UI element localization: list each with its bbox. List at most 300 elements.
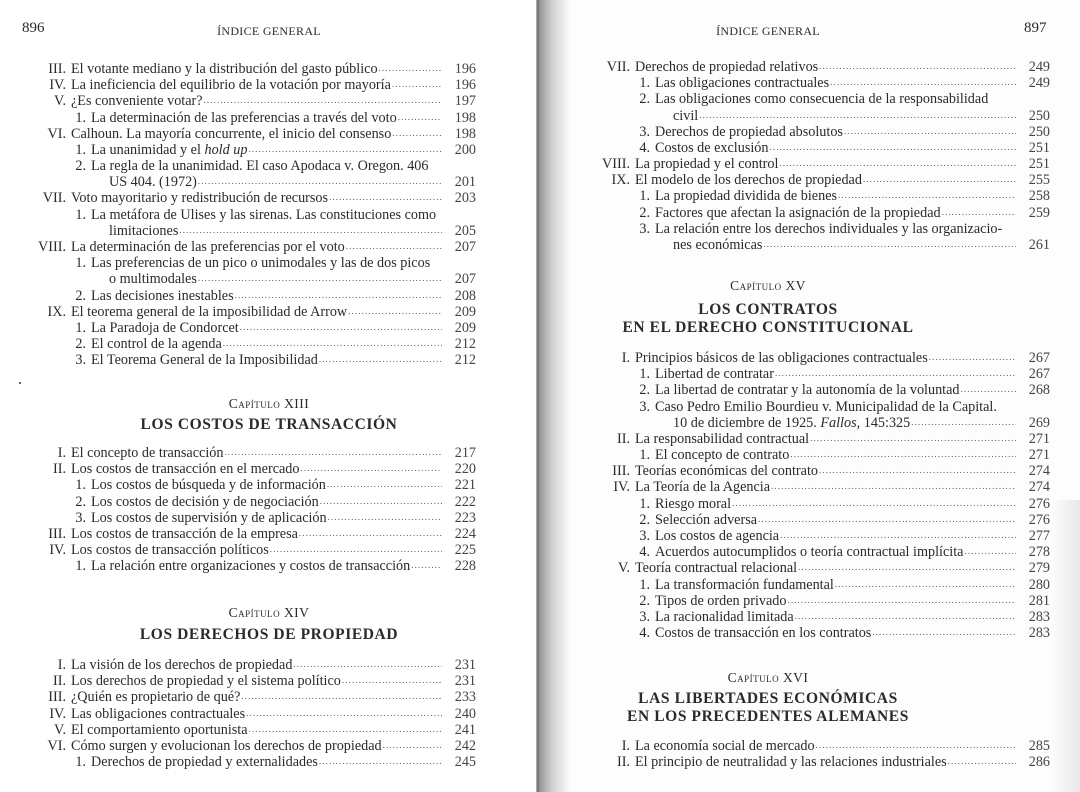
dot-leader (872, 625, 1016, 641)
toc-entry-page: 207 (454, 271, 476, 288)
toc-entry-title: La Teoría de la Agencia (635, 479, 771, 496)
toc-entry (16, 271, 476, 287)
toc-entry (16, 352, 476, 368)
toc-entry-title-wrap (71, 93, 442, 109)
toc-entry-page: 286 (1028, 754, 1050, 771)
toc-entry (16, 304, 476, 320)
dot-leader (699, 108, 1016, 124)
toc-entry (16, 738, 476, 754)
toc-entry (580, 431, 1050, 447)
toc-entry-number: IV. (49, 705, 66, 722)
toc-entry-title: La relación entre los derechos individuales y las organizacio- (655, 220, 1003, 237)
toc-entry (580, 108, 1050, 124)
toc-entry (16, 673, 476, 689)
toc-entry-page: 255 (1028, 172, 1050, 189)
toc-entry (580, 237, 1050, 253)
chapter-title-xv-line1: LOS CONTRATOS (698, 301, 838, 318)
toc-entry-title: El control de la agenda (91, 336, 222, 353)
toc-entry-title: ¿Es conveniente votar? (71, 93, 203, 110)
toc-entry-number: 4. (639, 625, 650, 642)
toc-entry-title-wrap (655, 382, 1016, 398)
toc-entry-title: Teoría contractual relacional (635, 560, 798, 577)
toc-entry-number: II. (617, 430, 630, 447)
toc-entry-title: Los costos de transacción en el mercado (71, 461, 300, 478)
toc-entry (580, 124, 1050, 140)
toc-entry-page: 222 (454, 493, 476, 510)
toc-entry-page: 197 (454, 93, 476, 110)
toc-entry-number: VIII. (602, 156, 630, 173)
chapter-label-xiii: Capítulo XIII (228, 396, 310, 411)
dot-leader (948, 754, 1016, 770)
chapter-label-xiv: Capítulo XIV (228, 605, 310, 620)
toc-entry-page: 285 (1028, 737, 1050, 754)
toc-entry-title-wrap (655, 447, 1016, 463)
toc-entry-page: 267 (1028, 366, 1050, 383)
toc-entry-page: 196 (454, 60, 476, 77)
toc-entry-page: 259 (1028, 204, 1050, 221)
toc-entry-title: El concepto de contrato (655, 447, 790, 464)
dot-leader (198, 271, 442, 287)
toc-block-chapter-xvi (580, 738, 1050, 770)
toc-entry-number: 2. (639, 511, 650, 528)
toc-entry-page: 240 (454, 705, 476, 722)
toc-entry-number: 4. (639, 139, 650, 156)
toc-entry-title-wrap (71, 706, 442, 722)
toc-entry-number: V. (54, 721, 66, 738)
toc-entry-page: 200 (454, 141, 476, 158)
toc-entry-number: 2. (639, 204, 650, 221)
toc-entry-number: 3. (639, 220, 650, 237)
toc-entry-title: Los costos de transacción de la empresa (71, 525, 298, 542)
toc-entry-title: Los costos de supervisión y de aplicación (91, 509, 327, 526)
toc-entry-title-wrap (655, 625, 1016, 641)
toc-entry-page: 283 (1028, 625, 1050, 642)
toc-entry-number: 3. (75, 509, 86, 526)
toc-entry-title: Derechos de propiedad y externalidades (91, 754, 318, 771)
toc-entry-title: La determinación de las preferencias a través del voto (91, 109, 397, 126)
toc-entry-number: IX. (47, 303, 66, 320)
toc-entry-title: Libertad de contratar (655, 366, 774, 383)
toc-entry-title-wrap (655, 140, 1016, 156)
dot-leader (246, 706, 442, 722)
toc-entry-title: Los costos de decisión y de negociación (91, 493, 319, 510)
toc-entry-page: 261 (1028, 237, 1050, 254)
toc-entry-title-wrap (91, 558, 442, 574)
toc-entry-number: II. (617, 754, 630, 771)
toc-entry-title: El comportamiento oportunista (71, 721, 248, 738)
toc-entry (580, 366, 1050, 382)
toc-entry-number: 1. (75, 319, 86, 336)
chapter-title-xiv: LOS DERECHOS DE PROPIEDAD (139, 626, 399, 643)
toc-entry-title: Las obligaciones como consecuencia de la responsabilidad (655, 91, 989, 108)
toc-entry-title-wrap (655, 496, 1016, 512)
toc-entry-title-wrap (71, 657, 442, 673)
dot-leader (835, 577, 1016, 593)
toc-entry-number: 2. (75, 158, 86, 175)
dot-leader (844, 124, 1016, 140)
toc-entry-page: 269 (1028, 414, 1050, 431)
toc-entry-title-wrap (655, 528, 1016, 544)
dot-leader (301, 461, 443, 477)
dot-leader (383, 738, 442, 754)
dot-leader (319, 754, 442, 770)
toc-entry-title-wrap (71, 526, 442, 542)
toc-entry-title-wrap (71, 542, 442, 558)
toc-entry-title: Costos de exclusión (655, 139, 769, 156)
toc-entry (580, 738, 1050, 754)
dot-leader (775, 366, 1016, 382)
toc-entry-title-wrap (91, 223, 442, 239)
toc-entry-title: La determinación de las preferencias por el voto (71, 239, 345, 256)
toc-entry-number: V. (54, 93, 66, 110)
toc-entry-title-wrap (71, 190, 442, 206)
toc-entry-title: Las obligaciones contractuales (655, 75, 830, 92)
toc-entry-number: 3. (639, 123, 650, 140)
chapter-title-xv-line2: EN EL DERECHO CONSTITUCIONAL (622, 319, 914, 336)
dot-leader (911, 415, 1016, 431)
toc-entry-title: Tipos de orden privado (655, 592, 787, 609)
page-number-right: 897 (1024, 20, 1047, 36)
dot-leader (348, 304, 442, 320)
toc-entry-title-wrap (655, 108, 1016, 124)
toc-entry-page: 242 (454, 737, 476, 754)
toc-entry-page: 267 (1028, 349, 1050, 366)
toc-entry-title-wrap (91, 255, 442, 271)
toc-entry-page: 205 (454, 222, 476, 239)
dot-leader (224, 445, 442, 461)
toc-entry-page: 209 (454, 319, 476, 336)
toc-entry-number: 2. (75, 287, 86, 304)
toc-entry-title: La unanimidad y el hold up (91, 141, 248, 158)
toc-entry (16, 255, 476, 271)
toc-entry-page: 241 (454, 721, 476, 738)
toc-entry-title: civil (673, 107, 699, 124)
dot-leader (398, 110, 442, 126)
toc-entry (580, 156, 1050, 172)
toc-entry-title-wrap (635, 754, 1016, 770)
toc-entry-number: 1. (75, 477, 86, 494)
toc-entry (16, 207, 476, 223)
toc-entry-title-wrap (655, 221, 1016, 237)
toc-entry-number: III. (612, 463, 630, 480)
toc-entry-title-wrap (635, 59, 1016, 75)
toc-entry-title: Derechos de propiedad absolutos (655, 123, 843, 140)
toc-entry-page: 201 (454, 174, 476, 191)
toc-entry (16, 142, 476, 158)
toc-entry (16, 526, 476, 542)
dot-leader (816, 738, 1016, 754)
toc-entry-page: 208 (454, 287, 476, 304)
toc-entry-number: IV. (49, 77, 66, 94)
toc-entry (580, 221, 1050, 237)
toc-entry-number: 4. (639, 544, 650, 561)
toc-entry (580, 625, 1050, 641)
dot-leader (320, 494, 442, 510)
toc-entry (16, 477, 476, 493)
dot-leader (198, 174, 442, 190)
toc-entry-page: 249 (1028, 58, 1050, 75)
dot-leader (319, 352, 442, 368)
toc-entry-title: La regla de la unanimidad. El caso Apodaca v. Oregon. 406 (91, 158, 429, 175)
toc-entry-page: 228 (454, 558, 476, 575)
toc-entry-title-wrap (91, 288, 442, 304)
toc-entry-number: 3. (639, 528, 650, 545)
toc-entry-title: La racionalidad limitada (655, 608, 794, 625)
toc-entry (16, 722, 476, 738)
toc-entry (16, 657, 476, 673)
toc-entry-title-wrap (71, 689, 442, 705)
toc-entry-title: La responsabilidad contractual (635, 430, 810, 447)
toc-entry-title-wrap (655, 593, 1016, 609)
toc-entry-title: Los derechos de propiedad y el sistema político (71, 673, 341, 690)
toc-entry-title: Principios básicos de las obligaciones contractuales (635, 349, 928, 366)
dot-leader (771, 479, 1016, 495)
toc-entry-number: I. (57, 444, 66, 461)
dot-leader (790, 447, 1016, 463)
running-title-left: ÍNDICE GENERAL (217, 24, 321, 38)
dot-leader (763, 237, 1016, 253)
toc-entry-title-wrap (91, 320, 442, 336)
toc-entry-title-wrap (91, 207, 442, 223)
toc-entry-page: 271 (1028, 447, 1050, 464)
toc-entry (580, 593, 1050, 609)
toc-entry (580, 140, 1050, 156)
dot-leader (929, 350, 1016, 366)
toc-entry (580, 528, 1050, 544)
right-page (538, 0, 1080, 792)
toc-entry-number: III. (48, 689, 66, 706)
toc-entry (580, 577, 1050, 593)
toc-entry-page: 277 (1028, 528, 1050, 545)
toc-entry-title-wrap (71, 61, 442, 77)
toc-entry-number: 3. (639, 608, 650, 625)
toc-entry (580, 754, 1050, 770)
toc-entry (16, 754, 476, 770)
toc-entry-title-wrap (635, 172, 1016, 188)
dot-leader (329, 190, 442, 206)
toc-entry-title-wrap (91, 174, 442, 190)
toc-entry (16, 689, 476, 705)
toc-entry-number: 2. (639, 382, 650, 399)
toc-entry-title-wrap (655, 544, 1016, 560)
toc-entry-title: Calhoun. La mayoría concurrente, el inicio del consenso (71, 125, 392, 142)
toc-entry-title: El Teorema General de la Imposibilidad (91, 352, 318, 369)
toc-entry-title-wrap (91, 510, 442, 526)
toc-entry (580, 91, 1050, 107)
toc-entry-title: Las preferencias de un pico o unimodales y las de dos picos (91, 255, 431, 272)
toc-entry (16, 77, 476, 93)
dot-leader (392, 77, 442, 93)
toc-entry-title: Riesgo moral (655, 495, 732, 512)
toc-entry-title: La propiedad dividida de bienes (655, 188, 838, 205)
toc-entry-page: 231 (454, 656, 476, 673)
toc-entry (580, 75, 1050, 91)
toc-entry-title: ¿Quién es propietario de qué? (71, 689, 241, 706)
toc-entry-number: IV. (49, 542, 66, 559)
toc-entry-page: 258 (1028, 188, 1050, 205)
toc-entry (16, 494, 476, 510)
toc-entry-number: 1. (75, 754, 86, 771)
toc-entry-page: 251 (1028, 139, 1050, 156)
toc-entry-title-wrap (71, 239, 442, 255)
toc-entry-number: 3. (639, 398, 650, 415)
toc-entry-title-wrap (91, 494, 442, 510)
toc-entry-number: VIII. (38, 239, 66, 256)
toc-entry-title-wrap (655, 75, 1016, 91)
dot-leader (758, 512, 1016, 528)
toc-block-chapter-xiii (16, 445, 476, 575)
toc-entry-title: Costos de transacción en los contratos (655, 625, 872, 642)
toc-entry-title: Los costos de búsqueda y de información (91, 477, 326, 494)
toc-entry-number: 1. (75, 141, 86, 158)
toc-entry-title-wrap (91, 142, 442, 158)
toc-entry (580, 59, 1050, 75)
toc-entry (16, 510, 476, 526)
dot-leader (293, 657, 442, 673)
toc-block-chapter-xv (580, 350, 1050, 641)
toc-entry-title-wrap (655, 415, 1016, 431)
binding-shadow (540, 0, 570, 792)
scan-speck (19, 382, 21, 384)
book-gutter (536, 0, 540, 792)
toc-entry-title: La Paradoja de Condorcet (91, 319, 239, 336)
toc-entry-page: 225 (454, 542, 476, 559)
chapter-title-xvi-line2: EN LOS PRECEDENTES ALEMANES (627, 708, 909, 725)
toc-entry-title-wrap (635, 463, 1016, 479)
toc-entry (580, 544, 1050, 560)
toc-entry-title: nes económicas (673, 237, 763, 254)
toc-entry-title: Cómo surgen y evolucionan los derechos de propiedad (71, 737, 382, 754)
toc-entry-number: 2. (639, 91, 650, 108)
toc-entry-title: US 404. (1972) (109, 174, 197, 191)
chapter-label-xv: Capítulo XV (730, 278, 806, 293)
toc-entry-number: I. (57, 656, 66, 673)
toc-entry (16, 174, 476, 190)
dot-leader (780, 528, 1016, 544)
dot-leader (819, 59, 1016, 75)
toc-entry-title: Los costos de transacción políticos (71, 542, 269, 559)
toc-entry-title-wrap (655, 609, 1016, 625)
left-page (0, 0, 538, 792)
toc-entry-number: 1. (639, 495, 650, 512)
toc-entry-page: 279 (1028, 560, 1050, 577)
page-number-left: 896 (22, 20, 45, 36)
dot-leader (342, 673, 442, 689)
toc-entry-title: Selección adversa (655, 511, 758, 528)
dot-leader (942, 205, 1016, 221)
dot-leader (270, 542, 442, 558)
toc-entry (580, 609, 1050, 625)
toc-block-right-top (580, 59, 1050, 253)
toc-entry (16, 223, 476, 239)
toc-entry-page: 203 (454, 190, 476, 207)
toc-entry-number: III. (48, 525, 66, 542)
toc-entry-title-wrap (91, 754, 442, 770)
toc-entry (580, 399, 1050, 415)
toc-entry-title: El modelo de los derechos de propiedad (635, 172, 862, 189)
toc-entry-title: La libertad de contratar y la autonomía de la voluntad (655, 382, 960, 399)
dot-leader (770, 140, 1017, 156)
toc-entry-page: 212 (454, 336, 476, 353)
dot-leader (299, 526, 442, 542)
toc-entry-number: III. (48, 60, 66, 77)
toc-entry-title-wrap (91, 336, 442, 352)
toc-entry-title-wrap (655, 399, 1016, 415)
toc-entry-page: 220 (454, 461, 476, 478)
dot-leader (961, 382, 1016, 398)
toc-entry-title-wrap (635, 560, 1016, 576)
dot-leader (838, 188, 1016, 204)
toc-entry-title-wrap (71, 126, 442, 142)
toc-entry-number: V. (618, 560, 630, 577)
toc-entry (580, 415, 1050, 431)
toc-entry-page: 278 (1028, 544, 1050, 561)
dot-leader (830, 75, 1016, 91)
toc-entry-number: 2. (639, 592, 650, 609)
toc-entry-title-wrap (655, 188, 1016, 204)
dot-leader (779, 156, 1016, 172)
toc-entry-title-wrap (91, 352, 442, 368)
toc-entry (580, 480, 1050, 496)
toc-entry-title-wrap (655, 577, 1016, 593)
toc-entry-title-wrap (635, 431, 1016, 447)
toc-entry-number: 1. (639, 366, 650, 383)
toc-entry-title: o multimodales (109, 271, 197, 288)
toc-entry-page: 280 (1028, 576, 1050, 593)
toc-entry-page: 268 (1028, 382, 1050, 399)
toc-entry-page: 274 (1028, 479, 1050, 496)
toc-entry-number: 1. (639, 75, 650, 92)
dot-leader (346, 239, 442, 255)
toc-entry-title-wrap (655, 237, 1016, 253)
toc-entry-title-wrap (655, 91, 1016, 107)
toc-entry-title-wrap (91, 110, 442, 126)
toc-entry-title: Teorías económicas del contrato (635, 463, 818, 480)
toc-entry-title-wrap (71, 445, 442, 461)
toc-entry-title: La ineficiencia del equilibrio de la votación por mayoría (71, 77, 391, 94)
toc-entry-page: 283 (1028, 608, 1050, 625)
toc-entry-page: 196 (454, 77, 476, 94)
toc-entry (580, 463, 1050, 479)
toc-entry-page: 221 (454, 477, 476, 494)
running-title-right: ÍNDICE GENERAL (716, 24, 820, 38)
toc-entry-page: 224 (454, 525, 476, 542)
toc-entry-title-wrap (655, 366, 1016, 382)
toc-entry-number: 1. (75, 206, 86, 223)
toc-entry-title-wrap (71, 304, 442, 320)
dot-leader (788, 593, 1017, 609)
toc-entry-number: IV. (613, 479, 630, 496)
toc-entry-title: Acuerdos autocumplidos o teoría contractual implícita (655, 544, 964, 561)
toc-entry (16, 542, 476, 558)
toc-entry-number: 1. (75, 109, 86, 126)
toc-entry-title: La metáfora de Ulises y las sirenas. Las constituciones como (91, 206, 437, 223)
toc-entry (580, 382, 1050, 398)
toc-entry-title: 10 de diciembre de 1925. Fallos, 145:325 (673, 414, 911, 431)
toc-entry-title-wrap (71, 461, 442, 477)
dot-leader (179, 223, 442, 239)
toc-entry-page: 217 (454, 444, 476, 461)
toc-entry-title-wrap (91, 271, 442, 287)
toc-entry-title: El votante mediano y la distribución del gasto público (71, 60, 378, 77)
toc-entry (16, 445, 476, 461)
toc-entry-page: 274 (1028, 463, 1050, 480)
toc-entry-number: 1. (639, 576, 650, 593)
toc-entry (580, 205, 1050, 221)
toc-entry (580, 512, 1050, 528)
toc-entry-page: 251 (1028, 156, 1050, 173)
toc-entry-title-wrap (635, 479, 1016, 495)
